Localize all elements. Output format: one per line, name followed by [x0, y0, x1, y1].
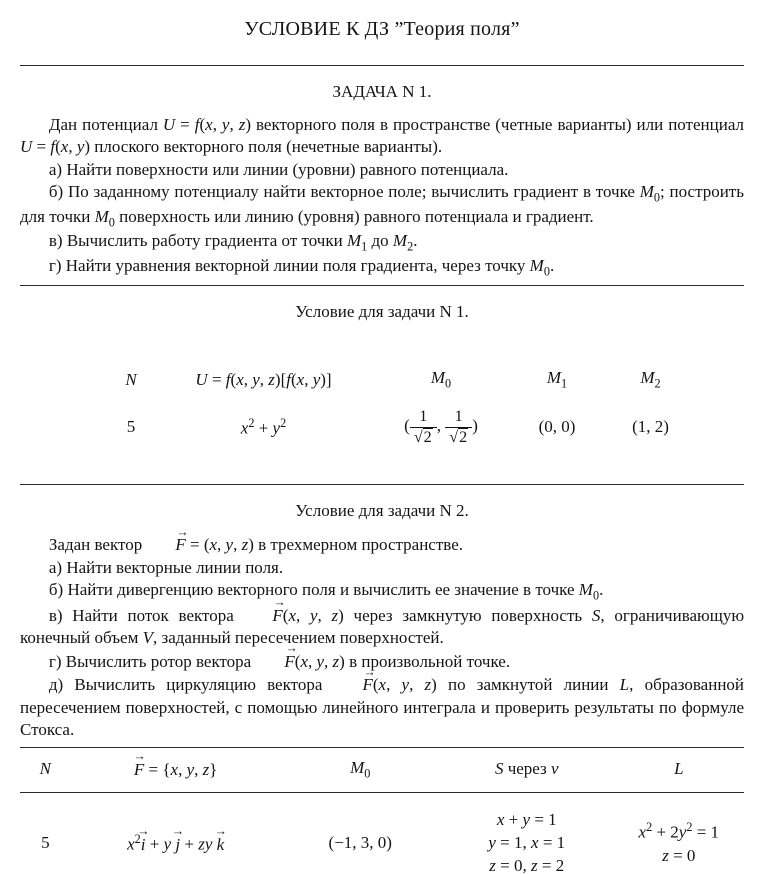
- table1-cell-m0: ( $\frac{1}{√2}$ , $\frac{1}{√2}$ ): [404, 407, 478, 446]
- divider: [20, 484, 744, 485]
- table2-cell-surface: x + y = 1 y = 1, x = 1 z = 0, z = 2: [488, 810, 566, 874]
- table2-cell-vector: $x^2i$ → + y j → + zy k →: [71, 815, 281, 874]
- table2-cell-m0: (−1, 3, 0): [328, 833, 392, 853]
- table2-header-line: L: [674, 759, 684, 779]
- task2-item-d: д) Вычислить циркуляцию вектора F →(x, y, z) по замкнутой линии L, образованной пересечением поверхностей, с помощью линейного интеграла и проверить результаты по формуле Стокса.: [20, 673, 744, 741]
- table1-header-m0: $M_0$: [430, 368, 452, 391]
- task2-condition-heading: Условие для задачи N 2.: [295, 501, 469, 521]
- task1-item-a: а) Найти поверхности или линии (уровни) равного потенциала.: [48, 159, 509, 179]
- table1-header-m1: $M_1$: [546, 368, 568, 391]
- table1-header-m2: $M_2$: [640, 368, 661, 391]
- task1-condition-table: [106, 368, 744, 446]
- table2-header-n: N: [39, 759, 51, 779]
- divider: [20, 285, 744, 286]
- task2-table-data-row: [20, 793, 744, 874]
- task2-item-g: г) Вычислить ротор вектора F →(x, y, z) в произвольной точке.: [20, 650, 744, 673]
- task2-table-header-row: [20, 748, 744, 792]
- task2-item-a: а) Найти векторные линии поля.: [48, 557, 284, 577]
- task2-item-b: б) Найти дивергенцию векторного поля и вычислить ее значение в точке $M_0$.: [48, 580, 604, 603]
- table2-cell-n: 5: [41, 833, 50, 853]
- table1-cell-m2: (1, 2): [632, 417, 669, 437]
- task2-intro: Задан вектор F → = (x, y, z) в трехмерном пространстве.: [20, 533, 744, 556]
- divider: [20, 65, 744, 66]
- table2-header-surface: S через v: [494, 759, 559, 779]
- task1-heading: ЗАДАЧА N 1.: [332, 82, 432, 101]
- task1-intro: Дан потенциал U = f(x, y, z) векторного поля в пространстве (четные варианты) или потенциал U = f(x, y) плоского векторного поля (нечетные варианты).: [20, 115, 745, 157]
- task1-condition-heading: Условие для задачи N 1.: [295, 302, 469, 322]
- table1-header-n: N: [125, 370, 137, 390]
- table1-cell-m1: (0, 0): [538, 417, 576, 437]
- table2-cell-line: $x^2 + 2y^2 = 1$ z = 0: [638, 820, 720, 866]
- task1-item-v: в) Вычислить работу градиента от точки $M_1$ до $M_2$.: [48, 231, 418, 254]
- table2-header-vector: F → = {x, y, z}: [71, 749, 281, 792]
- table1-cell-n: 5: [126, 417, 136, 437]
- table2-header-m0: $M_0$: [350, 758, 371, 781]
- task1-item-g: г) Найти уравнения векторной линии поля градиента, через точку $M_0$.: [48, 255, 555, 279]
- table1-header-potential: U = f(x, y, z)[f(x, y)]: [195, 370, 332, 390]
- table1-cell-potential: $x^2 + y^2$: [240, 415, 287, 438]
- document-title: УСЛОВИЕ К ДЗ ”Теория поля”: [244, 18, 520, 40]
- task2-item-v: в) Найти поток вектора F →(x, y, z) через замкнутую поверхность S, ограничивающую конечный объем V, заданный пересечением поверхностей.: [20, 604, 744, 650]
- task1-item-b: б) По заданному потенциалу найти векторное поле; вычислить градиент в точке $M_0$; построить для точки $M_0$ поверхность или линию (уровня) равного потенциала и градиент.: [20, 182, 744, 230]
